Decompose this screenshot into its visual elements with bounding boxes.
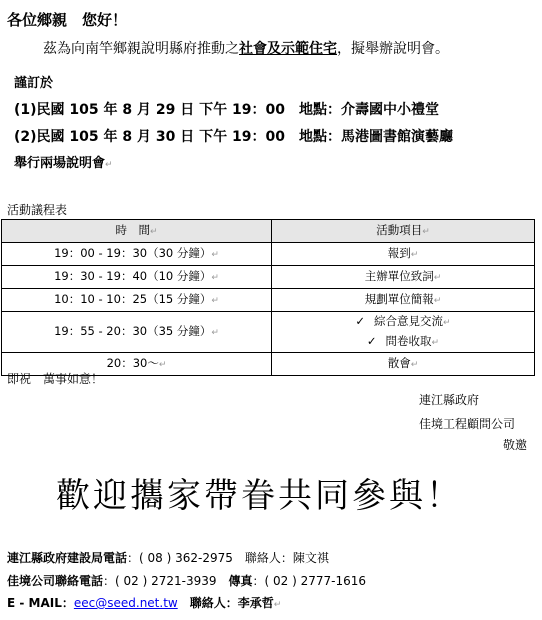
schedule-heading: 謹訂於 [14, 76, 54, 91]
session-1: (1)民國 105 年 8 月 29 日 下午 19：00 地點：介壽國中小禮堂 [14, 102, 439, 118]
wish-line: 即祝 萬事如意！ [7, 372, 104, 386]
table-row [2, 312, 535, 353]
greeting: 各位鄉親 您好！ [7, 11, 128, 29]
check-icon: ✓ [355, 314, 366, 328]
signature-org-1: 連江縣政府 [419, 393, 480, 407]
intro-text-end: ，擬舉辦說明會。 [337, 41, 449, 57]
contact-1-value: ：( 08 ) 362-2975 聯絡人：陳文祺 [127, 551, 329, 565]
table-row [2, 243, 535, 266]
email-link[interactable]: eec@seed.net.tw [73, 596, 178, 610]
paragraph-mark-icon: ↵ [273, 600, 282, 610]
row-time: 19：00 - 19：30（30 分鐘）↵ [2, 243, 272, 266]
closing-line [14, 152, 113, 171]
contact-2-label: 佳境公司聯絡電話 [7, 574, 104, 588]
email-label: E - MAIL： [7, 596, 74, 610]
fax-value: ：( 02 ) 2777-1616 [252, 574, 367, 588]
row-time: 19：55 - 20：30（35 分鐘）↵ [2, 312, 272, 353]
row-time: 19：30 - 19：40（10 分鐘）↵ [2, 266, 272, 289]
fax-label: 傳真 [228, 574, 253, 588]
table-row [2, 266, 535, 289]
contact-line-2 [7, 572, 366, 589]
row-time: 20：30～↵ [2, 353, 272, 376]
row-time: 10：10 - 10：25（15 分鐘）↵ [2, 289, 272, 312]
row-items [272, 312, 535, 353]
signature-org-2: 佳境工程顧問公司 [419, 417, 516, 431]
row-item: 主辦單位致詞↵ [272, 266, 535, 289]
list-item: ✓ 問卷收取↵ [366, 334, 440, 348]
intro-highlight: 社會及示範住宅 [239, 41, 337, 57]
list-item: ✓ 綜合意見交流↵ [355, 314, 451, 328]
contact-2-value: ：( 02 ) 2721-3939 [103, 574, 217, 588]
row-item: 報到↵ [272, 243, 535, 266]
agenda-title: 活動議程表 [7, 203, 68, 217]
contact-line-3 [7, 594, 281, 611]
agenda-header-row [2, 220, 535, 243]
contact-1-label: 連江縣政府建設局電話 [7, 551, 128, 565]
row-item: 規劃單位簡報↵ [272, 289, 535, 312]
headline: 歡迎攜家帶眷共同參與！ [56, 476, 463, 516]
agenda-table [1, 219, 535, 376]
table-row [2, 289, 535, 312]
intro-text-start: 茲為向南竿鄉親說明縣府推動之 [43, 41, 239, 57]
closing-line-text: 舉行兩場說明會 [14, 156, 106, 171]
contact-line-1 [7, 549, 329, 566]
signature-closing: 敬邀 [503, 438, 528, 452]
paragraph-mark-icon: ↵ [105, 160, 113, 170]
row-item: 散會↵ [272, 353, 535, 376]
session-2: (2)民國 105 年 8 月 30 日 下午 19：00 地點：馬港圖書館演藝廳 [14, 129, 453, 145]
intro-paragraph [43, 38, 449, 58]
email-contact: 聯絡人：李承哲 [189, 596, 274, 610]
column-header-time: 時 間↵ [2, 220, 272, 243]
column-header-item: 活動項目↵ [272, 220, 535, 243]
check-icon: ✓ [366, 334, 377, 348]
